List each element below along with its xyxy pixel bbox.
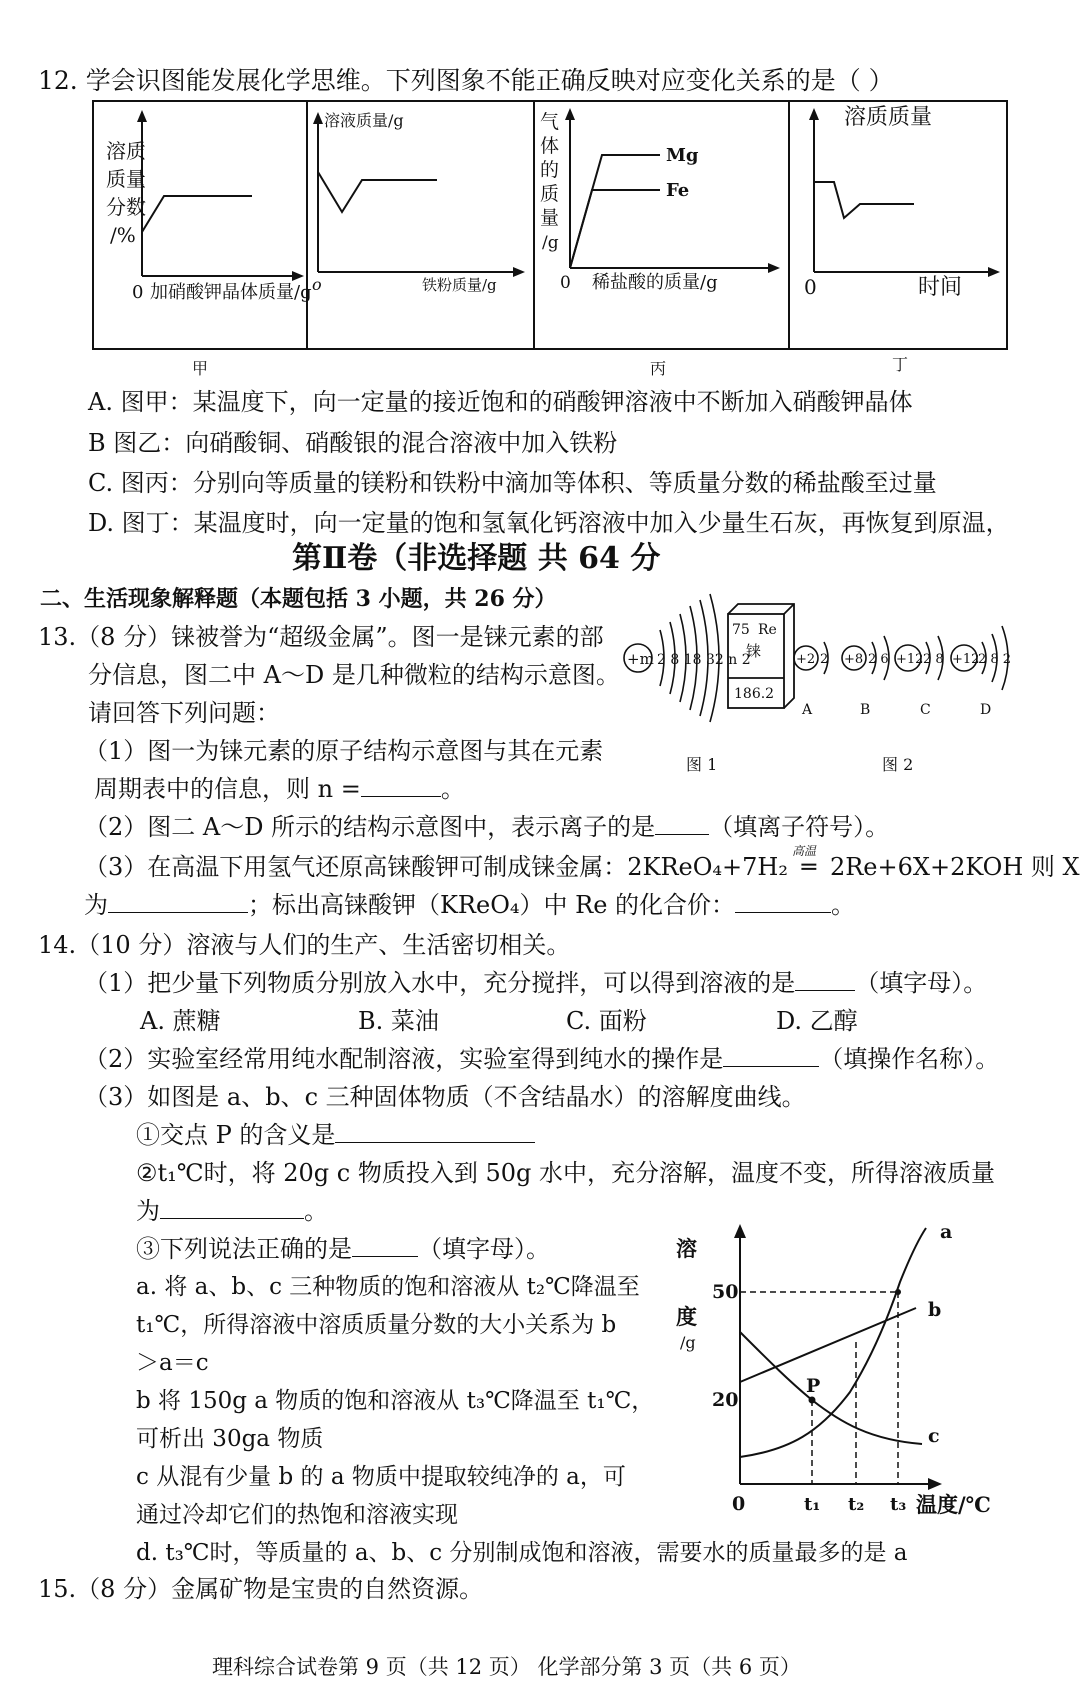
q14-p1-opt-a: A. 蔗糖 (140, 1007, 221, 1035)
bing-ylabel-5: 量 (540, 207, 560, 229)
cell-symbol: Re (758, 622, 777, 638)
graph-jia (106, 110, 312, 303)
fig2-caption: 图 2 (882, 755, 914, 774)
curve-b-label: b (928, 1299, 942, 1321)
particle-b-shells: 2 6 (868, 652, 889, 667)
q14-sa3: ＞a＝c (136, 1350, 209, 1376)
q14-p1-post: （填字母）。 (855, 969, 988, 997)
y-tick-20: 20 (712, 1389, 739, 1411)
q13-p3a-text: （3）在高温下用氢气还原高铼酸钾可制成铼金属：2KReO₄+7H₂ (84, 853, 788, 881)
caption-ding: 丁 (892, 355, 909, 374)
point-a-t3 (895, 1289, 901, 1295)
page-footer: 理科综合试卷第 9 页（共 12 页） 化学部分第 3 页（共 6 页） (212, 1655, 801, 1679)
ding-xlabel: 时间 (918, 275, 963, 300)
curve-b (740, 1308, 916, 1382)
q14-p1-pre: （1）把少量下列物质分别放入水中，充分搅拌，可以得到溶液的是 (84, 969, 796, 997)
q12-graph-panel (92, 100, 1008, 350)
atom-nucleus: +m (627, 650, 654, 668)
particle-b-nucleus: +8 (844, 652, 864, 667)
q13-p1b (94, 774, 465, 804)
yi-origin: o (312, 275, 322, 294)
q14-sb2: 可析出 30ga 物质 (136, 1426, 324, 1452)
jia-origin: 0 (132, 282, 144, 303)
particle-c (895, 636, 944, 718)
cell-name: 铼 (746, 642, 762, 660)
x-tick-t3: t₃ (890, 1494, 907, 1515)
cell-mass: 186.2 (734, 686, 775, 702)
particle-d-shells: 2 8 2 (978, 652, 1012, 667)
cell-number: 75 (732, 622, 750, 638)
chart-origin: 0 (732, 1493, 746, 1515)
y-label-3: /g (680, 1333, 696, 1352)
bing-mg-line (570, 155, 660, 268)
solubility-chart-svg (660, 1212, 990, 1522)
q14-s2a: ②t₁℃时，将 20g c 物质投入到 50g 水中，充分溶解，温度不变，所得溶液质量 (136, 1159, 996, 1187)
bing-fe-label: Fe (666, 180, 690, 201)
particle-a-nucleus: +2 (796, 652, 816, 667)
q13-p3a-post: 2Re+6X+2KOH 则 X (829, 853, 1080, 881)
q14-sd: d. t₃℃时，等质量的 a、b、c 分别制成饱和溶液，需要水的质量最多的是 a (136, 1540, 908, 1566)
bing-ylabel-6: /g (542, 233, 559, 253)
q13-ion-blank[interactable] (655, 812, 709, 835)
bing-origin: 0 (560, 273, 571, 293)
ding-ylabel: 溶质质量 (844, 105, 933, 130)
yi-xlabel: 铁粉质量/g (422, 276, 497, 294)
q14-p1-opt-b: B. 菜油 (358, 1007, 439, 1035)
y-label-1: 溶 (676, 1236, 697, 1261)
bing-xlabel: 稀盐酸的质量/g (592, 272, 718, 293)
q13-p3b-post: 。 (831, 891, 856, 919)
q13-p1b-post: 。 (440, 775, 465, 803)
y-label-2: 度 (676, 1304, 697, 1329)
yi-ylabel: 溶液质量/g (324, 111, 404, 130)
q13-p1b-pre: 周期表中的信息，则 n = (94, 775, 361, 803)
particle-d-nucleus: +12 (952, 652, 980, 667)
q14-s1-pre: ①交点 P 的含义是 (136, 1121, 336, 1149)
q14-p2-pre: （2）实验室经常用纯水配制溶液，实验室得到纯水的操作是 (84, 1045, 724, 1073)
q14-s2-blank[interactable] (160, 1196, 304, 1219)
q14-s1-blank[interactable] (335, 1120, 535, 1143)
q13-p2-post: （填离子符号）。 (709, 813, 890, 841)
q14-p2-blank[interactable] (723, 1044, 819, 1067)
q14-sc2: 通过冷却它们的热饱和溶液实现 (136, 1502, 458, 1528)
particle-a (794, 642, 828, 718)
q12-stem: 12. 学会识图能发展化学思维。下列图象不能正确反映对应变化关系的是（ ） (38, 66, 894, 95)
jia-ylabel-2: 质量 (106, 167, 146, 191)
bing-fe-line (570, 190, 660, 268)
q14-sa1: a. 将 a、b、c 三种物质的饱和溶液从 t₂℃降温至 (136, 1274, 640, 1300)
particle-b-label: B (860, 702, 871, 718)
q14-sa2: t₁℃，所得溶液中溶质质量分数的大小关系为 b (136, 1312, 617, 1338)
jia-curve (142, 196, 252, 232)
q14-s3-blank[interactable] (352, 1234, 418, 1257)
jia-ylabel-4: /% (110, 223, 136, 247)
q12-option-c: C. 图丙：分别向等质量的镁粉和铁粉中滴加等体积、等质量分数的稀盐酸至过量 (88, 469, 937, 497)
q12-graphs-svg (92, 100, 1008, 350)
point-p-label: P (806, 1375, 821, 1397)
jia-xlabel: 加硝酸钾晶体质量/g (150, 282, 312, 303)
yi-curve (318, 172, 437, 212)
q13-line2: 分信息，图二中 A～D 是几种微粒的结构示意图。 (88, 661, 620, 689)
q14-s3-pre: ③下列说法正确的是 (136, 1235, 352, 1263)
q14-s2b (136, 1196, 328, 1226)
bing-mg-label: Mg (666, 145, 699, 166)
q14-s3-post: （填字母）。 (418, 1235, 550, 1263)
q14-s2b-pre: 为 (136, 1197, 160, 1225)
point-p (809, 1397, 816, 1404)
q13-reaction-arrow: 高温 ═ (788, 852, 830, 882)
caption-jia: 甲 (192, 359, 209, 378)
ding-curve (814, 182, 914, 218)
q12-option-b: B 图乙：向硝酸铜、硝酸银的混合溶液中加入铁粉 (88, 429, 618, 457)
solubility-chart (660, 1212, 990, 1522)
caption-bing: 丙 (650, 359, 667, 378)
q14-p2 (84, 1044, 999, 1074)
q14-s2b-post: 。 (304, 1197, 328, 1225)
q14-p1 (84, 968, 987, 998)
q14-p1-blank[interactable] (795, 968, 855, 991)
q13-figure (620, 586, 1020, 776)
q13-condition: 高温 (791, 844, 816, 858)
y-tick-50: 50 (712, 1281, 739, 1303)
q12-option-d: D. 图丁：某温度时，向一定量的饱和氢氧化钙溶液中加入少量生石灰，再恢复到原温， (88, 509, 1010, 537)
q13-line1: 13.（8 分）铼被誉为“超级金属”。图一是铼元素的部 (38, 623, 604, 651)
jia-ylabel-1: 溶质 (106, 139, 146, 163)
q14-sc1: c 从混有少量 b 的 a 物质中提取较纯净的 a，可 (136, 1464, 626, 1490)
section2-heading: 二、生活现象解释题（本题包括 3 小题，共 26 分） (40, 586, 557, 612)
q13-p3a (84, 844, 1080, 882)
bing-ylabel-3: 的 (540, 159, 560, 181)
bing-ylabel-1: 气 (540, 111, 560, 133)
graph-ding (804, 105, 1000, 300)
q13-n-blank[interactable] (361, 774, 441, 797)
particle-b (842, 636, 889, 718)
graph-yi (312, 111, 525, 294)
q13-valence-blank[interactable] (735, 890, 831, 913)
particle-c-label: C (920, 702, 931, 718)
q12-option-a: A. 图甲：某温度下，向一定量的接近饱和的硝酸钾溶液中不断加入硝酸钾晶体 (88, 388, 913, 416)
y-axis-arrow (734, 1224, 746, 1238)
x-axis-arrow (928, 1478, 942, 1490)
q14-p3: （3）如图是 a、b、c 三种固体物质（不含结晶水）的溶解度曲线。 (84, 1083, 806, 1111)
q14-p1-opt-d: D. 乙醇 (776, 1007, 858, 1035)
curve-c (740, 1332, 922, 1444)
q14-s1 (136, 1120, 535, 1150)
curve-c-label: c (928, 1425, 940, 1447)
q14-p1-opt-c: C. 面粉 (566, 1007, 647, 1035)
q14-p2-post: （填操作名称）。 (819, 1045, 1000, 1073)
q13-figure-svg (620, 586, 1020, 776)
jia-ylabel-3: 分数 (106, 195, 146, 219)
ding-origin: 0 (804, 275, 817, 299)
atom-shells: 2 8 18 32 n 2 (657, 652, 751, 668)
bing-ylabel-2: 体 (540, 135, 560, 157)
q15-line1: 15.（8 分）金属矿物是宝贵的自然资源。 (38, 1575, 484, 1603)
q13-line3: 请回答下列问题： (88, 699, 280, 727)
section2-title: 第Ⅱ卷（非选择题 共 64 分 (292, 541, 661, 576)
x-tick-t2: t₂ (848, 1494, 865, 1515)
particle-c-shells: 2 8 (923, 652, 944, 667)
bing-ylabel-4: 质 (540, 183, 560, 205)
q13-p2-pre: （2）图二 A～D 所示的结构示意图中，表示离子的是 (84, 813, 656, 841)
fig1-caption: 图 1 (686, 755, 718, 774)
q14-line1: 14.（10 分）溶液与人们的生产、生活密切相关。 (38, 931, 571, 959)
q13-p3b (84, 890, 855, 920)
particle-a-shells: 2 (820, 652, 829, 667)
q14-s3 (136, 1234, 550, 1264)
particle-a-label: A (802, 702, 813, 718)
q13-p1a: （1）图一为铼元素的原子结构示意图与其在元素 (84, 737, 604, 765)
particle-c-nucleus: +12 (896, 652, 924, 667)
particle-d-label: D (980, 702, 992, 718)
q13-p3b-pre: 为 (84, 891, 108, 919)
q13-x-blank[interactable] (108, 890, 248, 913)
x-tick-t1: t₁ (804, 1494, 821, 1515)
graph-bing (540, 108, 780, 293)
q14-sb1: b 将 150g a 物质的饱和溶液从 t₃℃降温至 t₁℃， (136, 1388, 655, 1414)
x-label: 温度/℃ (916, 1492, 990, 1517)
particle-d (951, 626, 1011, 718)
curve-a-label: a (940, 1221, 953, 1243)
q13-p2 (84, 812, 889, 842)
q13-p3b-mid: ；标出高铼酸钾（KReO₄）中 Re 的化合价： (248, 891, 736, 919)
